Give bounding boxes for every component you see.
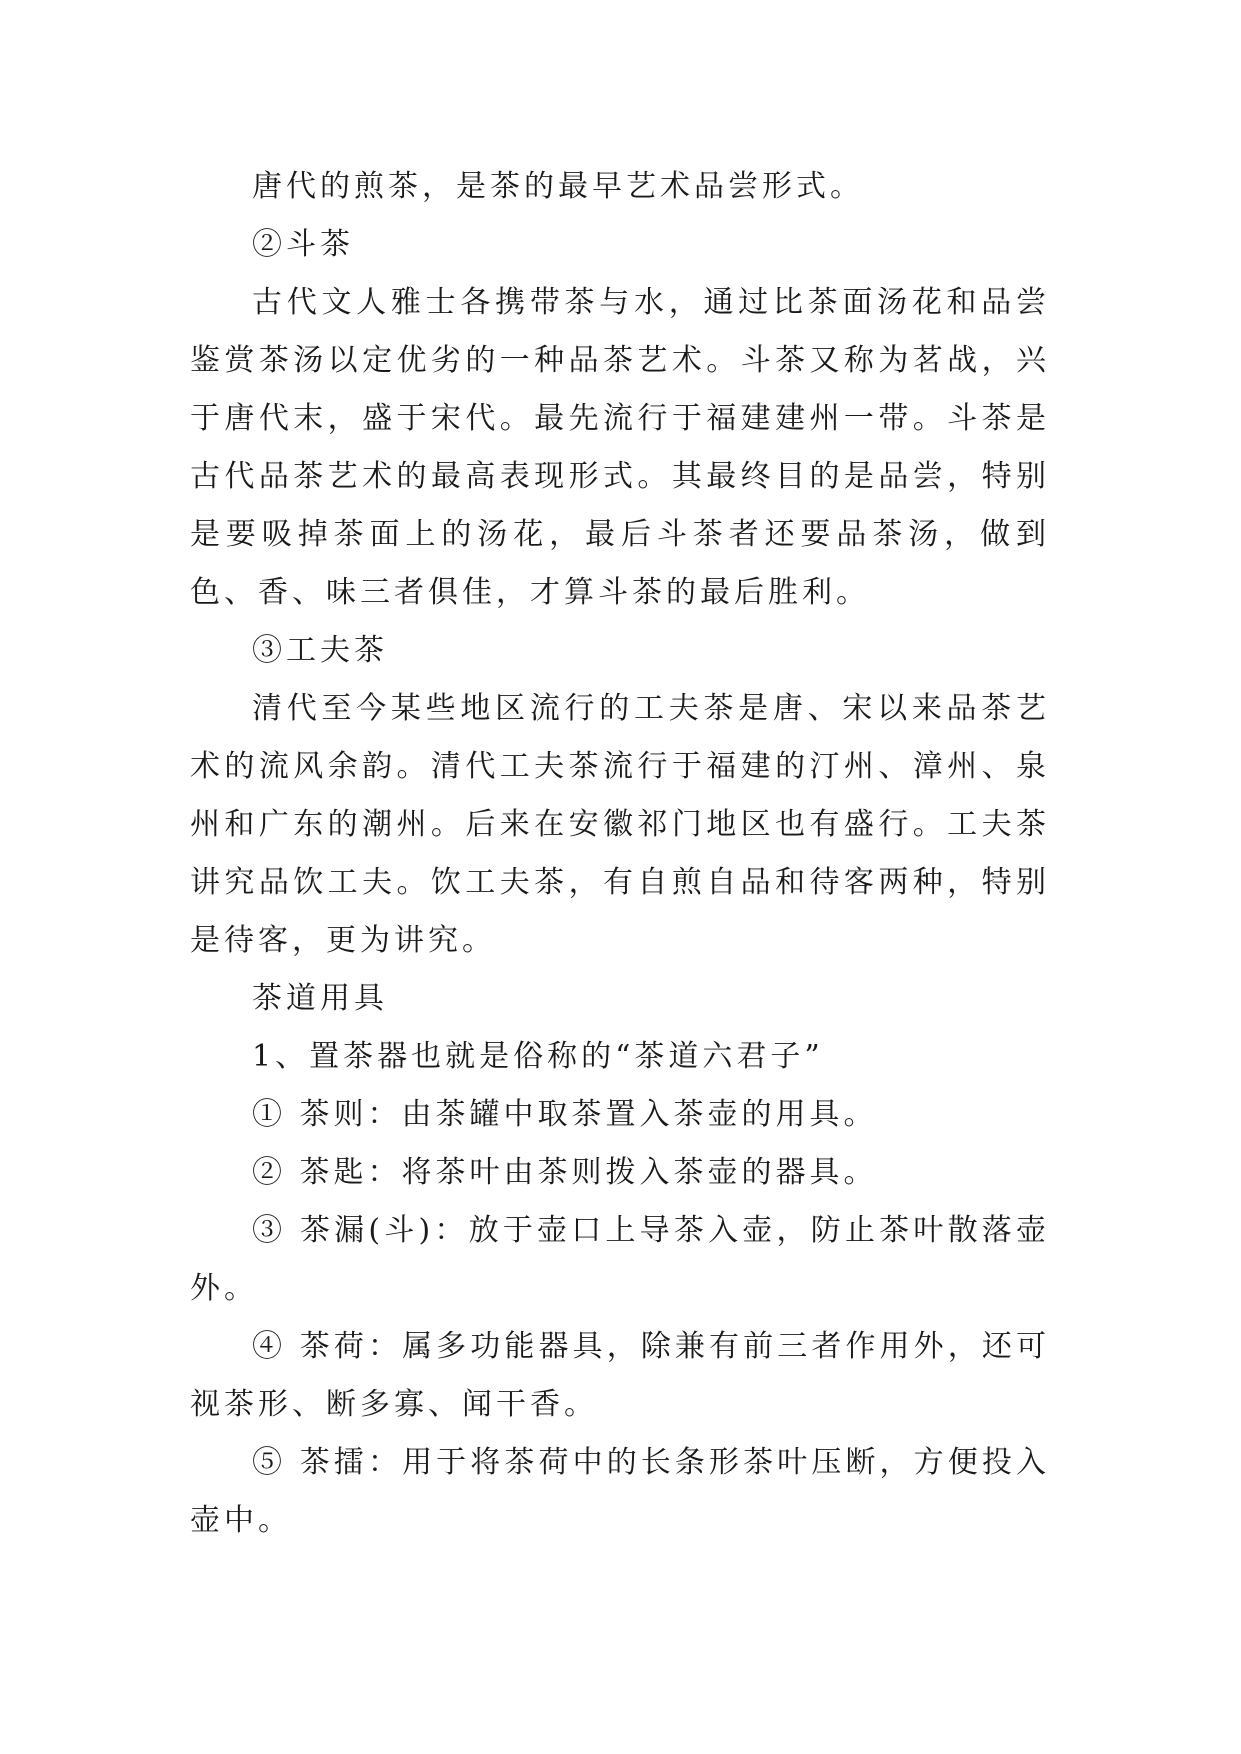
list-item-chalei: ⑤ 茶擂：用于将茶荷中的长条形茶叶压断，方便投入壶中。 — [190, 1445, 1050, 1538]
paragraph-gongfucha: 清代至今某些地区流行的工夫茶是唐、宋以来品茶艺术的流风余韵。清代工夫茶流行于福建的汀州、漳州、泉州和广东的潮州。后来在安徽祁门地区也有盛行。工夫茶讲究品饮工夫。饮工夫茶，有自煎自品和待客两种，特别是待客，更为讲究。 — [190, 691, 1050, 958]
list-item-chahe: ④ 茶荷：属多功能器具，除兼有前三者作用外，还可视茶形、断多寡、闻干香。 — [190, 1329, 1050, 1422]
list-item-chaze: ① 茶则：由茶罐中取茶置入茶壶的用具。 — [252, 1097, 878, 1132]
list-item-chachi: ② 茶匙：将茶叶由茶则拨入茶壶的器具。 — [252, 1155, 878, 1190]
heading-gongfucha: ③工夫茶 — [252, 633, 388, 668]
heading-douchá: ②斗茶 — [252, 227, 354, 262]
heading-tea-utensils: 茶道用具 — [252, 981, 388, 1016]
paragraph-jiancha: 唐代的煎茶，是茶的最早艺术品尝形式。 — [252, 169, 864, 204]
body-text — [190, 158, 1050, 1550]
paragraph-douchá: 古代文人雅士各携带茶与水，通过比茶面汤花和品尝鉴赏茶汤以定优劣的一种品茶艺术。斗茶又称为茗战，兴于唐代末，盛于宋代。最先流行于福建建州一带。斗茶是古代品茶艺术的最高表现形式。其最终目的是品尝，特别是要吸掉茶面上的汤花，最后斗茶者还要品茶汤，做到色、香、味三者俱佳，才算斗茶的最后胜利。 — [190, 285, 1050, 610]
list-intro-six-gentlemen: 1、置茶器也就是俗称的“茶道六君子” — [252, 1039, 824, 1074]
list-item-chalou: ③ 茶漏(斗)：放于壶口上导茶入壶，防止茶叶散落壶外。 — [190, 1213, 1050, 1306]
